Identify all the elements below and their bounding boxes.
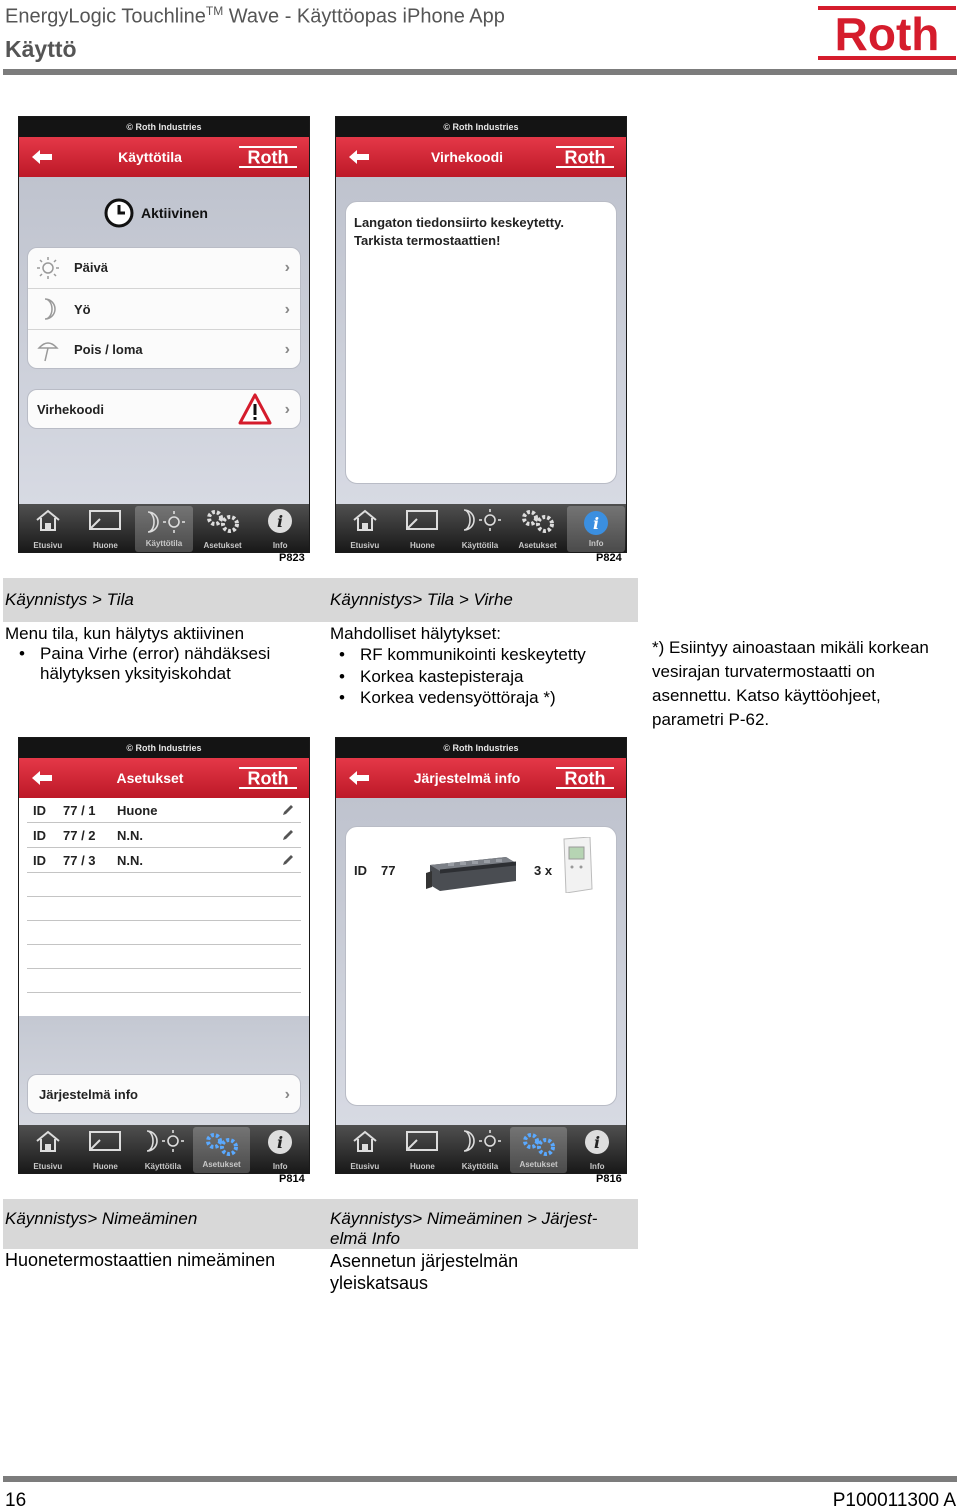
home-icon: [352, 1129, 378, 1153]
roth-logo-small-text: Roth: [247, 768, 289, 789]
empty-row-divider: [27, 920, 301, 921]
mode-item-label: Pois / loma: [74, 342, 143, 357]
tab-kayttotila[interactable]: [451, 1125, 509, 1174]
settings-icon: [203, 508, 243, 534]
caption-heading: Käynnistys> Nimeäminen: [5, 1209, 198, 1228]
row-id-prefix: ID: [33, 853, 46, 868]
tab-info[interactable]: [567, 506, 625, 552]
system-id-label: ID: [354, 863, 367, 878]
home-icon: [35, 508, 61, 532]
mode-item-away[interactable]: [28, 329, 300, 369]
tab-label: Info: [589, 1162, 605, 1171]
document-code: P100011300 A: [832, 1490, 956, 1510]
caption-bullet-list: [5, 644, 315, 684]
tab-label: Info: [272, 1162, 288, 1171]
phone-tab-bar: [336, 504, 626, 553]
tab-label: Käyttötila: [145, 539, 183, 548]
tab-asetukset[interactable]: [510, 1127, 568, 1173]
chevron-right-icon: ›: [284, 341, 290, 358]
tab-etusivu[interactable]: [19, 1125, 77, 1174]
phone-screen-title: Virhekoodi: [430, 149, 504, 165]
room-icon: [405, 1129, 439, 1153]
svg-text:i: i: [593, 514, 600, 533]
back-arrow-icon[interactable]: [31, 149, 53, 165]
tab-label: Käyttötila: [144, 1162, 182, 1171]
caption-text: [330, 1250, 518, 1294]
tab-label: Käyttötila: [461, 1162, 499, 1171]
umbrella-icon: [36, 338, 60, 362]
empty-row-divider: [27, 968, 301, 969]
tab-huone[interactable]: [77, 1125, 135, 1174]
tab-huone[interactable]: [394, 1125, 452, 1174]
mode-status-label: Aktiivinen: [141, 205, 208, 221]
row-id-value: 77 / 3: [63, 853, 96, 868]
tab-label: Info: [272, 541, 288, 550]
room-icon: [405, 508, 439, 532]
phone-screenshot-p824: [335, 116, 627, 553]
svg-text:i: i: [277, 512, 284, 531]
roth-logo-small-text: Roth: [247, 147, 289, 168]
warning-icon: [238, 393, 272, 425]
figure-code: P823: [279, 552, 305, 564]
phone-status-bar: © Roth Industries: [336, 117, 626, 137]
error-code-label: Virhekoodi: [37, 402, 104, 417]
back-arrow-icon[interactable]: [348, 149, 370, 165]
system-info-panel: [345, 826, 617, 1106]
phone-screen-title: Järjestelmä info: [413, 770, 521, 786]
tab-asetukset[interactable]: [509, 504, 567, 553]
mode-item-night[interactable]: [28, 288, 300, 329]
mode-icon: [458, 508, 502, 532]
tab-asetukset[interactable]: [193, 1127, 251, 1173]
tab-label: Etusivu: [33, 541, 63, 550]
chevron-right-icon: ›: [284, 401, 290, 418]
pencil-icon[interactable]: [281, 803, 295, 817]
error-message-panel: [345, 201, 617, 484]
caption-bullet: • Paina Virhe (error) nähdäksesi hälytyksen yksityiskohdat: [5, 644, 315, 684]
tab-label: Info: [588, 539, 604, 548]
caption-bullet-list: [325, 644, 635, 709]
document-title-text: EnergyLogic Touchline: [5, 5, 206, 28]
phone-tab-bar: [336, 1125, 626, 1174]
caption-text: Menu tila, kun hälytys aktiivinen: [5, 624, 245, 643]
phone-title-bar: [336, 758, 626, 798]
chevron-right-icon: ›: [284, 259, 290, 276]
tab-label: Asetukset: [518, 541, 557, 550]
figure-code: P814: [279, 1173, 305, 1185]
phone-screenshot-p823: [18, 116, 310, 553]
figure-code: P824: [596, 552, 622, 564]
tab-info[interactable]: [568, 1125, 626, 1174]
phone-status-bar: © Roth Industries: [19, 738, 309, 758]
mode-item-label: Yö: [74, 302, 91, 317]
room-icon: [88, 1129, 122, 1153]
mode-icon: [141, 1129, 185, 1153]
tab-label: Käyttötila: [461, 541, 499, 550]
info-icon: [584, 1129, 610, 1155]
phone-content: [19, 177, 309, 504]
roth-logo: [818, 6, 956, 62]
info-icon: [267, 508, 293, 534]
phone-screenshot-p814: [18, 737, 310, 1174]
phone-content: [336, 177, 626, 504]
mode-icon: [458, 1129, 502, 1153]
system-info-label: Järjestelmä info: [39, 1087, 138, 1102]
tab-label: Huone: [92, 541, 118, 550]
tab-etusivu[interactable]: [336, 1125, 394, 1174]
phone-title-bar: [19, 758, 309, 798]
phone-tab-bar: [19, 504, 309, 553]
caption-bullet: • RF kommunikointi keskeytetty: [325, 644, 635, 666]
roth-logo-small: [556, 767, 614, 789]
thermostat-row[interactable]: [27, 848, 301, 873]
tab-kayttotila[interactable]: [134, 1125, 192, 1174]
clock-icon: [103, 197, 135, 229]
caption-heading-line: elmä Info: [330, 1229, 400, 1248]
roth-logo-small: [556, 146, 614, 168]
phone-screenshot-p816: [335, 737, 627, 1174]
error-code-item[interactable]: [27, 389, 301, 429]
caption-text-line: yleiskatsaus: [330, 1273, 429, 1293]
thermostat-count: 3 x: [534, 863, 553, 878]
settings-icon: [519, 1131, 559, 1157]
svg-text:i: i: [594, 1133, 601, 1152]
settings-icon: [518, 508, 558, 534]
caption-heading: Käynnistys> Tila > Virhe: [330, 590, 513, 609]
error-message-line: Langaton tiedonsiirto keskeytetty.: [354, 215, 564, 230]
error-message-line: Tarkista termostaattien!: [354, 233, 501, 248]
tab-kayttotila[interactable]: [451, 504, 509, 553]
tab-asetukset[interactable]: [194, 504, 252, 553]
phone-title-bar: [19, 137, 309, 177]
tab-etusivu[interactable]: [19, 504, 77, 553]
tab-label: Huone: [409, 541, 435, 550]
pencil-icon[interactable]: [281, 828, 295, 842]
row-name: N.N.: [117, 828, 143, 843]
empty-row-divider: [27, 944, 301, 945]
caption-bullet: • Korkea kastepisteraja: [325, 666, 635, 688]
sun-icon: [36, 256, 60, 280]
tab-label: Asetukset: [203, 541, 242, 550]
back-arrow-icon[interactable]: [348, 770, 370, 786]
tab-label: Huone: [92, 1162, 118, 1171]
tab-label: Etusivu: [350, 541, 380, 550]
chevron-right-icon: ›: [284, 1086, 290, 1103]
system-id-value: 77: [381, 863, 396, 878]
caption-heading-line: Käynnistys> Nimeäminen > Järjest-: [330, 1209, 598, 1228]
caption-text: Huonetermostaattien nimeäminen: [5, 1250, 276, 1270]
tab-kayttotila[interactable]: [135, 506, 193, 552]
document-title-subtitle: Wave - Käyttöopas iPhone App: [223, 5, 505, 28]
phone-content: [336, 798, 626, 1125]
caption-text: Mahdolliset hälytykset:: [330, 624, 502, 643]
tab-huone[interactable]: [77, 504, 135, 553]
figure-code: P816: [596, 1173, 622, 1185]
empty-row-divider: [27, 992, 301, 993]
controller-unit-image: [426, 851, 518, 895]
phone-content: [19, 798, 309, 1125]
error-message: [354, 214, 599, 250]
page-number: 16: [5, 1490, 27, 1510]
footnote: *) Esiintyy ainoastaan mikäli korkean vesirajan turvatermostaatti on asennettu. Katso käyttöohjeet, parametri P-62.: [652, 638, 929, 729]
svg-text:i: i: [277, 1133, 284, 1152]
tab-huone[interactable]: [394, 504, 452, 553]
tab-label: Huone: [409, 1162, 435, 1171]
empty-row-divider: [27, 896, 301, 897]
roth-logo-small-text: Roth: [564, 147, 606, 168]
roth-logo-small: [239, 767, 297, 789]
phone-tab-bar: [19, 1125, 309, 1174]
roth-logo-small: [239, 146, 297, 168]
mode-item-day[interactable]: [28, 248, 300, 288]
caption-heading: [330, 1209, 597, 1249]
row-id-prefix: ID: [33, 828, 46, 843]
home-icon: [35, 1129, 61, 1153]
phone-screen-title: Asetukset: [116, 770, 184, 786]
tab-info[interactable]: [251, 504, 309, 553]
thermostat-image: [560, 837, 594, 893]
section-title: Käyttö: [5, 36, 77, 62]
room-icon: [88, 508, 122, 532]
back-arrow-icon[interactable]: [31, 770, 53, 786]
row-name: Huone: [117, 803, 158, 818]
mode-icon: [142, 510, 186, 534]
row-id-prefix: ID: [33, 803, 46, 818]
footer-divider: [3, 1476, 957, 1482]
tab-label: Asetukset: [202, 1160, 241, 1169]
mode-item-label: Päivä: [74, 260, 108, 275]
document-title: [5, 4, 505, 29]
trademark-sup: TM: [205, 4, 224, 18]
phone-screen-title: Käyttötila: [118, 149, 182, 165]
info-icon: [583, 510, 609, 536]
row-id-value: 77 / 1: [63, 803, 96, 818]
mode-list: [27, 247, 301, 369]
tab-label: Asetukset: [519, 1160, 558, 1169]
system-info-item[interactable]: [27, 1074, 301, 1114]
phone-status-bar: © Roth Industries: [19, 117, 309, 137]
home-icon: [352, 508, 378, 532]
phone-status-bar: © Roth Industries: [336, 738, 626, 758]
caption-heading: Käynnistys > Tila: [5, 590, 134, 609]
info-icon: [267, 1129, 293, 1155]
row-id-value: 77 / 2: [63, 828, 96, 843]
roth-logo-small-text: Roth: [564, 768, 606, 789]
phone-title-bar: [336, 137, 626, 177]
caption-bullet: • Korkea vedensyöttöraja *): [325, 687, 635, 709]
settings-icon: [202, 1131, 242, 1157]
tab-info[interactable]: [251, 1125, 309, 1174]
tab-label: Etusivu: [33, 1162, 63, 1171]
chevron-right-icon: ›: [284, 301, 290, 318]
caption-text-line: Asennetun järjestelmän: [330, 1251, 519, 1271]
roth-logo-text: Roth: [834, 8, 940, 60]
tab-label: Etusivu: [350, 1162, 380, 1171]
row-name: N.N.: [117, 853, 143, 868]
pencil-icon[interactable]: [281, 853, 295, 867]
tab-etusivu[interactable]: [336, 504, 394, 553]
header-divider: [3, 69, 957, 75]
moon-icon: [36, 297, 60, 321]
thermostat-row[interactable]: [27, 823, 301, 848]
thermostat-row[interactable]: [27, 798, 301, 823]
